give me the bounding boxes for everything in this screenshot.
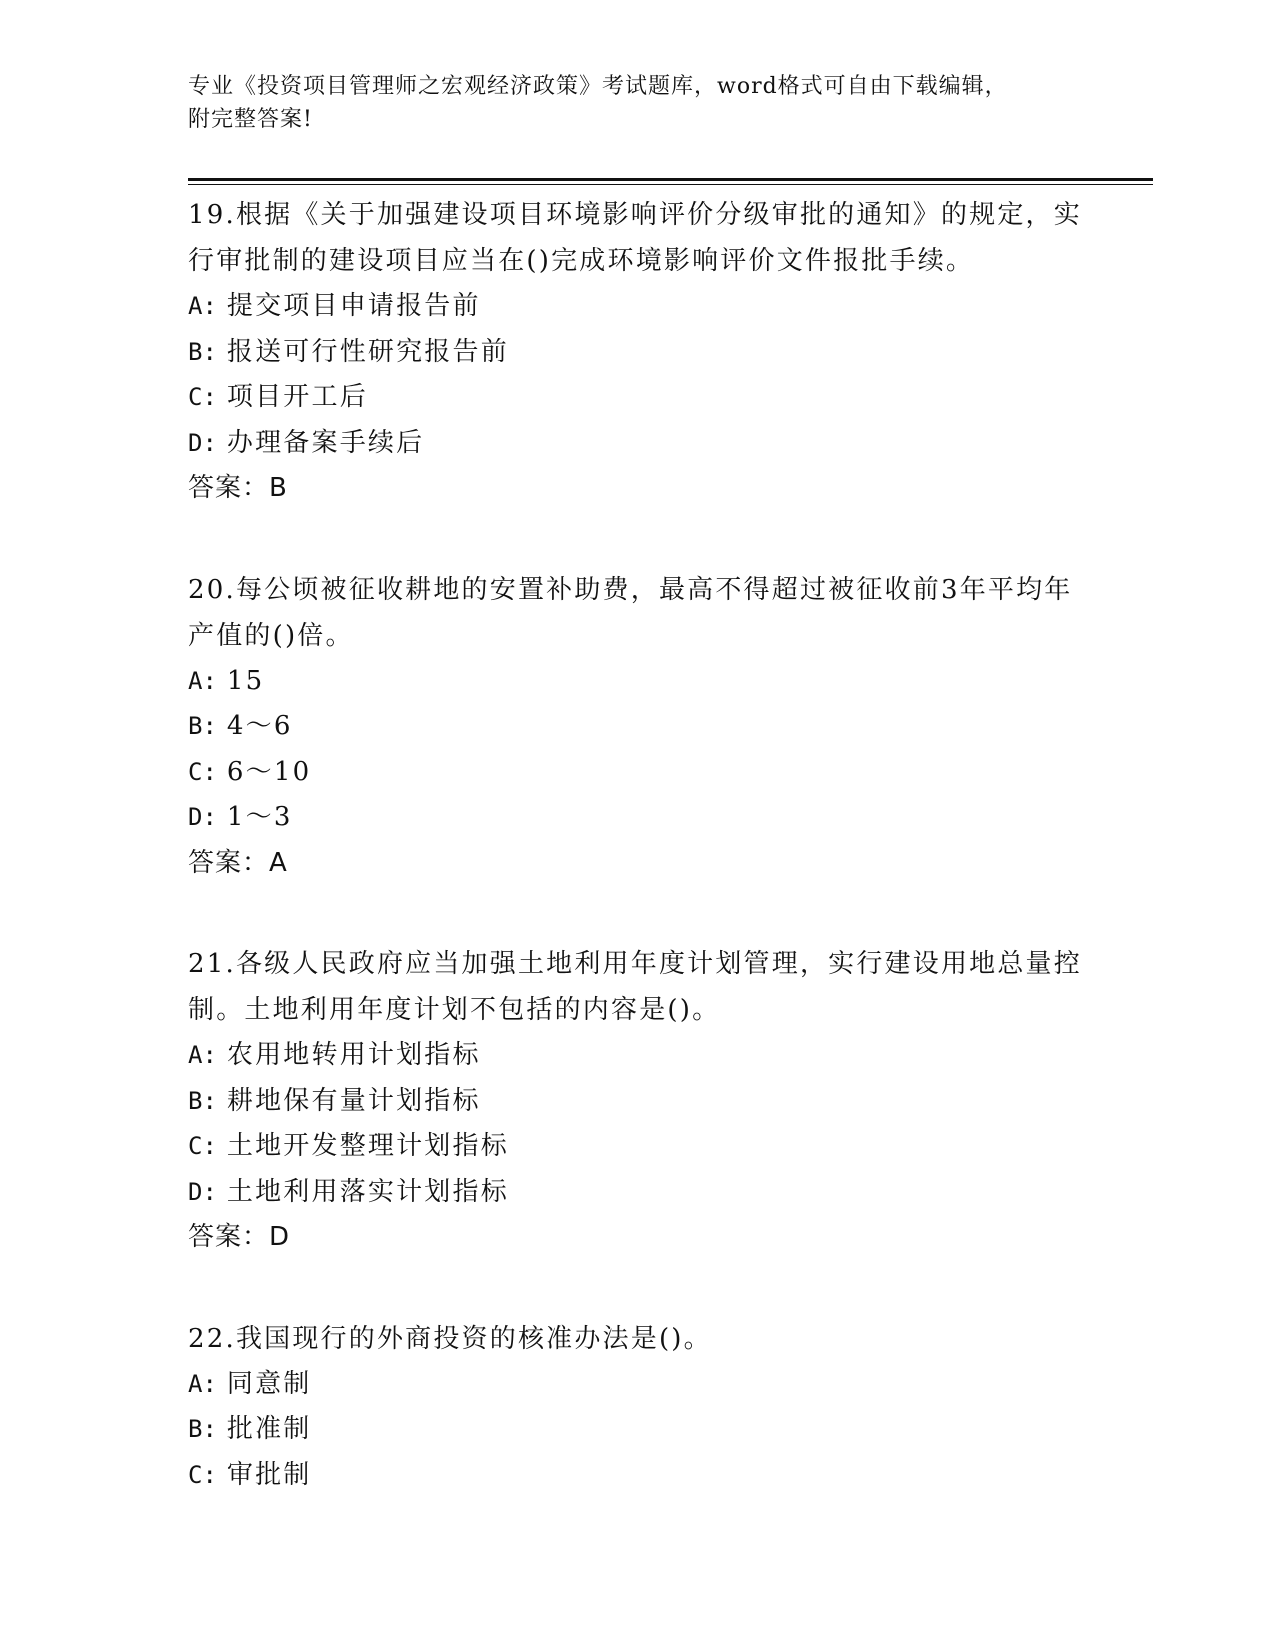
option-text: 同意制 xyxy=(226,1368,312,1399)
option-letter: C: xyxy=(188,1132,217,1160)
option-b xyxy=(188,1079,1088,1125)
option-c xyxy=(188,375,1088,421)
option-d xyxy=(188,1170,1088,1216)
option-a xyxy=(188,1362,1088,1408)
option-c xyxy=(188,1124,1088,1170)
question-stem: 21.各级人民政府应当加强土地利用年度计划管理，实行建设用地总量控制。土地利用年度计划不包括的内容是()。 xyxy=(188,949,1082,1025)
question-stem: 19.根据《关于加强建设项目环境影响评价分级审批的通知》的规定，实行审批制的建设项目应当在()完成环境影响评价文件报批手续。 xyxy=(188,200,1082,276)
option-b xyxy=(188,704,1088,750)
option-text: 办理备案手续后 xyxy=(226,427,425,458)
option-letter: B: xyxy=(188,1415,217,1443)
question-stem: 22.我国现行的外商投资的核准办法是()。 xyxy=(188,1323,712,1354)
option-d xyxy=(188,421,1088,467)
option-letter: C: xyxy=(188,383,217,411)
option-letter: B: xyxy=(188,712,217,740)
question-list xyxy=(188,192,1088,1553)
option-a xyxy=(188,659,1088,705)
option-letter: C: xyxy=(188,1460,217,1489)
option-letter: D: xyxy=(188,428,217,457)
header-line-1: 专业《投资项目管理师之宏观经济政策》考试题库，word格式可自由下载编辑， xyxy=(188,74,1008,99)
header-divider-thin xyxy=(188,184,1153,185)
option-text: 项目开工后 xyxy=(226,382,368,412)
option-letter: A: xyxy=(188,1041,217,1069)
question-19 xyxy=(188,192,1088,512)
option-text: 土地利用落实计划指标 xyxy=(226,1176,509,1207)
option-b xyxy=(188,330,1088,376)
option-letter: C: xyxy=(188,757,217,786)
option-letter: B: xyxy=(188,337,217,366)
option-letter: B: xyxy=(188,1086,217,1115)
option-text: 农用地转用计划指标 xyxy=(226,1040,481,1070)
option-c xyxy=(188,1453,1088,1499)
option-text: 报送可行性研究报告前 xyxy=(226,336,509,367)
document-header xyxy=(188,70,1088,136)
option-text: 6～10 xyxy=(226,756,312,787)
option-text: 4～6 xyxy=(226,711,293,741)
option-c xyxy=(188,750,1088,796)
option-a xyxy=(188,1033,1088,1079)
option-text: 提交项目申请报告前 xyxy=(226,291,481,321)
option-text: 耕地保有量计划指标 xyxy=(226,1085,481,1116)
question-stem: 20.每公顷被征收耕地的安置补助费，最高不得超过被征收前3年平均年产值的()倍。 xyxy=(188,574,1073,651)
answer-line: 答案：D xyxy=(188,1222,291,1252)
option-letter: A: xyxy=(188,292,217,320)
option-text: 批准制 xyxy=(226,1414,312,1444)
option-letter: A: xyxy=(188,1369,217,1398)
option-d xyxy=(188,795,1088,841)
option-text: 审批制 xyxy=(226,1459,312,1490)
header-divider-thick xyxy=(188,178,1153,181)
option-letter: D: xyxy=(188,803,217,831)
answer-line: 答案：B xyxy=(188,473,288,503)
option-letter: A: xyxy=(188,666,217,695)
option-text: 15 xyxy=(226,665,265,696)
header-line-2: 附完整答案! xyxy=(188,107,313,132)
option-text: 土地开发整理计划指标 xyxy=(226,1131,509,1161)
option-a xyxy=(188,284,1088,330)
question-20 xyxy=(188,567,1088,887)
option-text: 1～3 xyxy=(226,802,293,832)
question-22 xyxy=(188,1316,1088,1499)
option-b xyxy=(188,1407,1088,1453)
question-21 xyxy=(188,941,1088,1261)
answer-line: 答案：A xyxy=(188,847,288,878)
option-letter: D: xyxy=(188,1177,217,1206)
